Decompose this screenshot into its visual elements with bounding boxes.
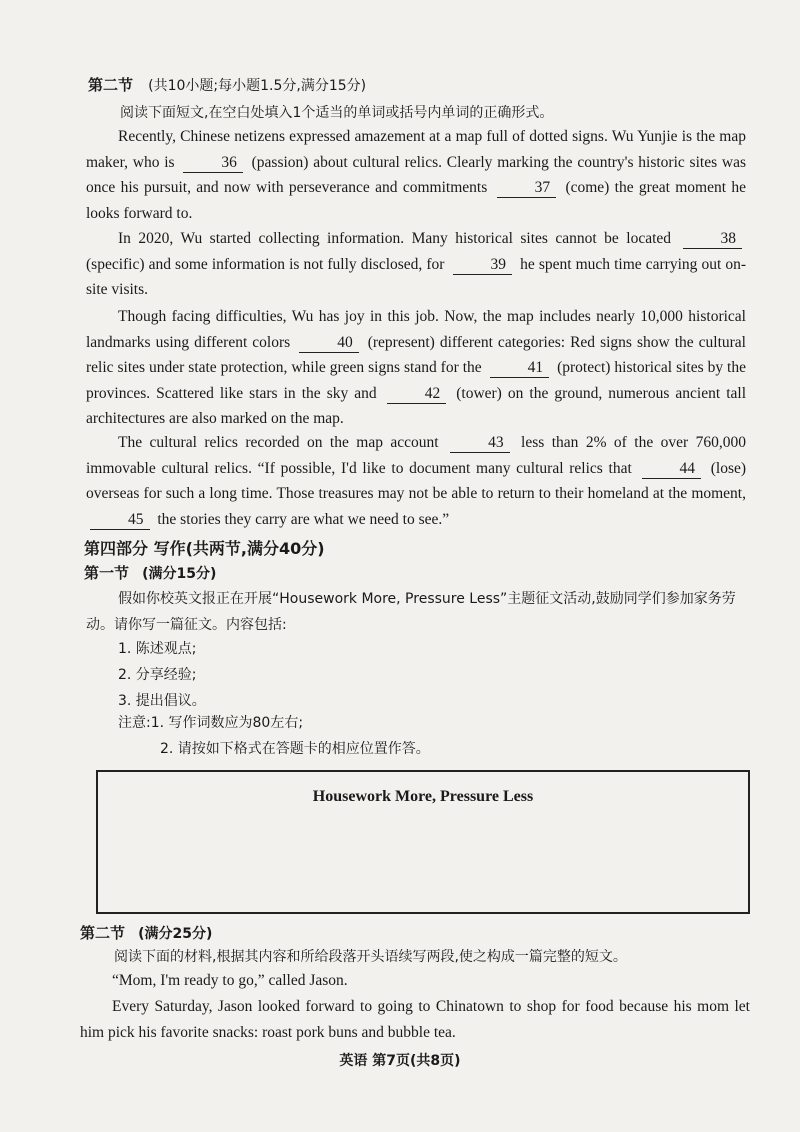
passage-paragraph-3	[86, 304, 746, 432]
blank-42: 42	[387, 385, 447, 404]
passage-paragraph-4	[86, 430, 746, 532]
passage-text: (protect) historical sites by the provinces. Scattered like stars in the sky and	[86, 359, 746, 402]
writing-note-2: 2. 请按如下格式在答题卡的相应位置作答。	[160, 741, 430, 757]
essay-answer-box	[96, 770, 750, 914]
requirement-item: 1. 陈述观点;	[118, 641, 197, 657]
passage-text: The cultural relics recorded on the map account	[118, 434, 439, 451]
writing-section2-heading	[80, 922, 212, 943]
passage-paragraph-1	[86, 124, 746, 226]
blank-40: 40	[299, 334, 359, 353]
passage-text: (lose) overseas for such a long time. Those treasures may not be able to return to their homeland at the moment,	[86, 459, 747, 502]
reading-section-heading	[88, 74, 366, 95]
section-score-note: (满分25分)	[138, 926, 213, 942]
blank-37: 37	[497, 179, 557, 198]
part-four-heading: 第四部分 写作(共两节,满分40分)	[84, 539, 325, 558]
passage-text: (tower) on the ground, numerous ancient tall architectures are also marked on the map.	[86, 384, 746, 427]
section-score-note: (满分15分)	[142, 566, 217, 582]
blank-44: 44	[642, 460, 702, 479]
section-label: 第一节	[84, 564, 130, 582]
reading-instruction: 阅读下面短文,在空白处填入1个适当的单词或括号内单词的正确形式。	[120, 105, 554, 121]
passage-paragraph-2	[86, 226, 746, 303]
blank-43: 43	[450, 434, 510, 453]
story-line-1: “Mom, I'm ready to go,” called Jason.	[112, 972, 348, 989]
writing-section1-heading	[84, 562, 216, 583]
blank-41: 41	[490, 359, 550, 378]
blank-45: 45	[90, 511, 150, 530]
passage-text: he spent much time carrying out on-site visits.	[86, 255, 746, 298]
passage-text: Recently, Chinese netizens expressed amazement at a map full of dotted signs. Wu Yunjie is the map maker, who is	[86, 128, 746, 171]
section-label: 第二节	[80, 924, 126, 942]
section-label: 第二节	[88, 76, 134, 94]
passage-text: (passion) about cultural relics. Clearly marking the country's historic sites was once his pursuit, and now with perseverance and commitments	[86, 153, 746, 196]
passage-text: (represent) different categories: Red signs show the cultural relic sites under state protection, while green signs stand for the	[86, 333, 746, 376]
continuation-instruction: 阅读下面的材料,根据其内容和所给段落开头语续写两段,使之构成一篇完整的短文。	[114, 949, 627, 965]
passage-text: Though facing difficulties, Wu has joy in this job. Now, the map includes nearly 10,000 historical landmarks using different colors	[86, 308, 746, 351]
section-score-note: (共10小题;每小题1.5分,满分15分)	[148, 78, 367, 94]
blank-36: 36	[183, 154, 243, 173]
passage-text: (specific) and some information is not fully disclosed, for	[86, 255, 445, 273]
writing-note-1: 注意:1. 写作词数应为80左右;	[118, 715, 304, 731]
blank-39: 39	[453, 256, 513, 275]
story-line-2: Every Saturday, Jason looked forward to going to Chinatown to shop for food because his mom let him pick his favorite snacks: roast pork buns and bubble tea.	[80, 998, 750, 1041]
blank-38: 38	[683, 230, 743, 249]
writing-prompt: 假如你校英文报正在开展“Housework More, Pressure Less”主题征文活动,鼓励同学们参加家务劳动。请你写一篇征文。内容包括:	[86, 591, 736, 633]
passage-text: less than 2% of the over 760,000 immovable cultural relics. “If possible, I'd like to document many cultural relics that	[86, 434, 747, 477]
passage-text: (come) the great moment he looks forward to.	[86, 179, 747, 222]
page-footer: 英语 第7页(共8页)	[339, 1053, 461, 1069]
passage-text: the stories they carry are what we need to see.”	[157, 510, 450, 528]
requirement-item: 2. 分享经验;	[118, 667, 197, 683]
essay-title: Housework More, Pressure Less	[312, 788, 534, 805]
passage-text: In 2020, Wu started collecting information. Many historical sites cannot be located	[118, 230, 672, 247]
requirement-item: 3. 提出倡议。	[118, 693, 206, 709]
writing-requirements	[118, 636, 206, 714]
